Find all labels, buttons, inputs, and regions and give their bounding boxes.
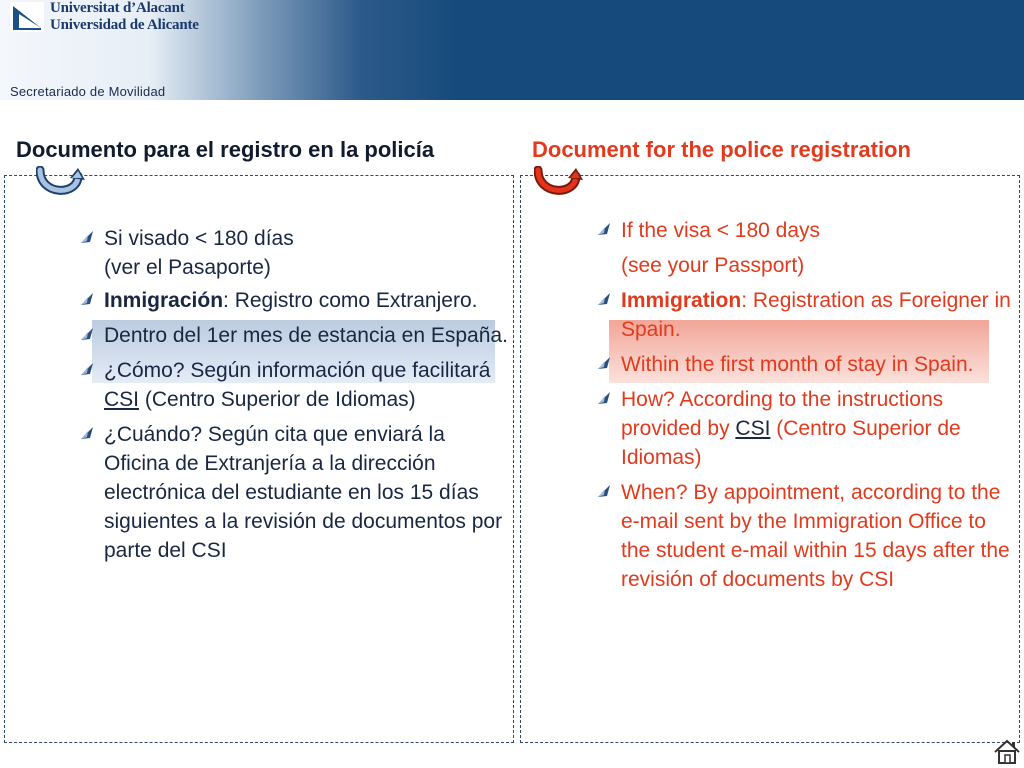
list-item: [621, 385, 1013, 472]
list-item-text: ¿Cómo? Según información que facilitará: [104, 359, 491, 382]
right-bullet-list: [621, 216, 1013, 594]
list-item: [104, 420, 508, 565]
list-item-bold: Immigration: [621, 289, 742, 312]
leaf-bullet-icon: [80, 292, 94, 306]
curved-arrow-icon: [534, 166, 584, 198]
leaf-bullet-icon: [597, 356, 611, 370]
list-item: [104, 224, 508, 253]
list-item: [104, 356, 508, 414]
right-title: Document for the police registration: [532, 137, 911, 162]
header-bar: [0, 0, 1024, 100]
list-item-text: Within the first month of stay in Spain.: [621, 353, 974, 376]
leaf-bullet-icon: [597, 484, 611, 498]
list-item-text: (ver el Pasaporte): [104, 256, 271, 279]
leaf-bullet-icon: [80, 426, 94, 440]
list-item: [621, 478, 1013, 594]
list-item: [104, 253, 508, 282]
list-item-text: If the visa < 180 days: [621, 219, 821, 242]
university-logo-icon: [10, 2, 44, 32]
list-item-bold: Inmigración: [104, 289, 224, 312]
list-item: [621, 286, 1013, 344]
leaf-bullet-icon: [597, 391, 611, 405]
list-item: [104, 321, 508, 350]
list-item-text: (see your Passport): [621, 254, 805, 277]
list-item-text: How? According to the instructions provided by: [621, 388, 944, 440]
university-logo: [10, 2, 44, 32]
university-name-valencian: Universitat d’Alacant: [50, 0, 185, 16]
university-name-spanish: Universidad de Alicante: [50, 17, 199, 33]
list-item: [621, 216, 1013, 245]
list-item: [104, 286, 508, 315]
list-item-text: ¿Cuándo? Según cita que enviará la Oficina de Extranjería a la dirección electrónica del estudiante en los 15 días siguientes a la revisión de documentos por parte del CSI: [104, 423, 503, 562]
list-item-text: : Registration as Foreigner in Spain.: [621, 289, 1011, 341]
leaf-bullet-icon: [597, 222, 611, 236]
leaf-bullet-icon: [80, 230, 94, 244]
list-item-text: (Centro Superior de Idiomas): [139, 388, 416, 411]
list-item-text: (Centro Superior de Idiomas): [621, 417, 961, 469]
list-item-text: : Registro como Extranjero.: [223, 289, 478, 312]
leaf-bullet-icon: [80, 327, 94, 341]
list-item-text: When? By appointment, according to the e-mail sent by the Immigration Office to the student e-mail within 15 days after the revisión of documents by CSI: [621, 481, 1010, 591]
left-bullet-list: [104, 224, 508, 565]
leaf-bullet-icon: [80, 362, 94, 376]
leaf-bullet-icon: [597, 292, 611, 306]
list-item-text: Si visado < 180 días: [104, 227, 294, 250]
curved-arrow-icon: [36, 166, 86, 198]
list-item: [621, 251, 1013, 280]
department-label: Secretariado de Movilidad: [10, 84, 166, 99]
home-icon[interactable]: [993, 739, 1021, 765]
csi-link[interactable]: CSI: [104, 388, 140, 411]
list-item: [621, 350, 1013, 379]
list-item-text: Dentro del 1er mes de estancia en España: [104, 324, 503, 347]
left-title: Documento para el registro en la policía: [16, 137, 435, 162]
list-item-suffix: .: [502, 324, 508, 347]
csi-link[interactable]: CSI: [735, 417, 771, 440]
